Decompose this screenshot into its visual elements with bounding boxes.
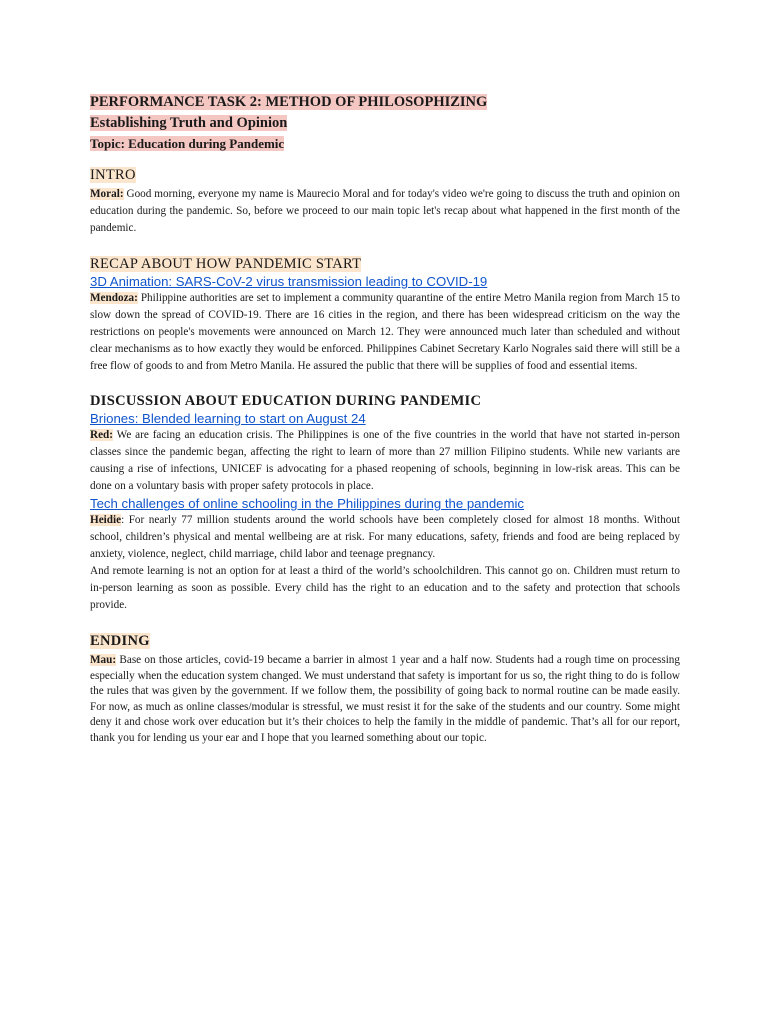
recap-section xyxy=(90,255,680,375)
tech-challenges-link[interactable]: Tech challenges of online schooling in the Philippines during the pandemic xyxy=(90,496,525,511)
document-topic: Topic: Education during Pandemic xyxy=(90,136,285,151)
ending-paragraph xyxy=(90,653,680,746)
speaker-name: Heidie xyxy=(90,514,122,526)
discussion-paragraph-heidie xyxy=(90,512,680,563)
ending-heading: ENDING xyxy=(90,633,150,649)
paragraph-text: Base on those articles, covid-19 became a barrier in almost 1 year and a half now. Students had a rough time on processing especially when the education system changed. We must understand that safety is important for us so, the right thing to do is follow the rules that was given by the government. If we follow them, the possibility of going back to normal routine can be made easily. For now, as much as online classes/modular is stressful, we must resist it for the sake of the students and our country. Some might deny it and chose work over education but it’s their choices to help the family in the middle of pandemic. That’s all for our report, thank you for lending us your ear and I hope that you learned something about our topic. xyxy=(90,654,680,744)
paragraph-text: : For nearly 77 million students around the world schools have been completely closed for almost 18 months. Without school, children’s physical and mental wellbeing are at risk. For many educations, safety, friends and food are being replaced by anxiety, violence, neglect, child marriage, child labor and teenage pregnancy. xyxy=(90,514,680,560)
document-title: PERFORMANCE TASK 2: METHOD OF PHILOSOPHIZING xyxy=(90,94,488,110)
speaker-name: Mau: xyxy=(90,654,117,666)
paragraph-text: We are facing an education crisis. The Philippines is one of the five countries in the world that have not started in-person classes since the pandemic began, affecting the right to learn of more than 27 million Filipino students. While new variants are causing a rise of infections, UNICEF is advocating for a phased reopening of schools, beginning in low-risk areas. This can be done on a voluntary basis with proper safety protocols in place. xyxy=(90,429,680,492)
discussion-paragraph-red xyxy=(90,427,680,495)
discussion-section xyxy=(90,392,680,614)
document-header xyxy=(90,94,680,152)
recap-paragraph xyxy=(90,290,680,375)
speaker-name: Moral: xyxy=(90,188,124,200)
speaker-name: Mendoza: xyxy=(90,292,138,304)
speaker-name: Red: xyxy=(90,429,113,441)
document-subtitle: Establishing Truth and Opinion xyxy=(90,115,288,131)
intro-paragraph xyxy=(90,186,680,237)
recap-video-link[interactable]: 3D Animation: SARS-CoV-2 virus transmission leading to COVID-19 xyxy=(90,274,488,289)
discussion-heading: DISCUSSION ABOUT EDUCATION DURING PANDEMIC xyxy=(90,393,482,409)
recap-heading: RECAP ABOUT HOW PANDEMIC START xyxy=(90,256,362,272)
paragraph-text: Philippine authorities are set to implement a community quarantine of the entire Metro Manila region from March 15 to slow down the spread of COVID-19. There are 16 cities in the region, and there has been widespread criticism on the way the restrictions on people's movements were announced on March 12. They were announced much later than scheduled and without clear mechanisms as to how exactly they would be enforced. Philippines Cabinet Secretary Karlo Nograles said there will still be a free flow of goods to and from Metro Manila. He assured the public that there will be supplies of food and essential items. xyxy=(90,292,680,372)
ending-section xyxy=(90,632,680,746)
discussion-paragraph-continued: And remote learning is not an option for at least a third of the world’s schoolchildren. This cannot go on. Children must return to in-person learning as soon as possible. Every child has the right to an education and to the safety and protection that schools provide. xyxy=(90,565,680,611)
document-page xyxy=(90,94,680,746)
intro-heading: INTRO xyxy=(90,167,136,183)
intro-section xyxy=(90,166,680,237)
briones-article-link[interactable]: Briones: Blended learning to start on August 24 xyxy=(90,411,366,426)
paragraph-text: Good morning, everyone my name is Maurecio Moral and for today's video we're going to discuss the truth and opinion on education during the pandemic. So, before we proceed to our main topic let's recap about what happened in the first month of the pandemic. xyxy=(90,188,680,234)
